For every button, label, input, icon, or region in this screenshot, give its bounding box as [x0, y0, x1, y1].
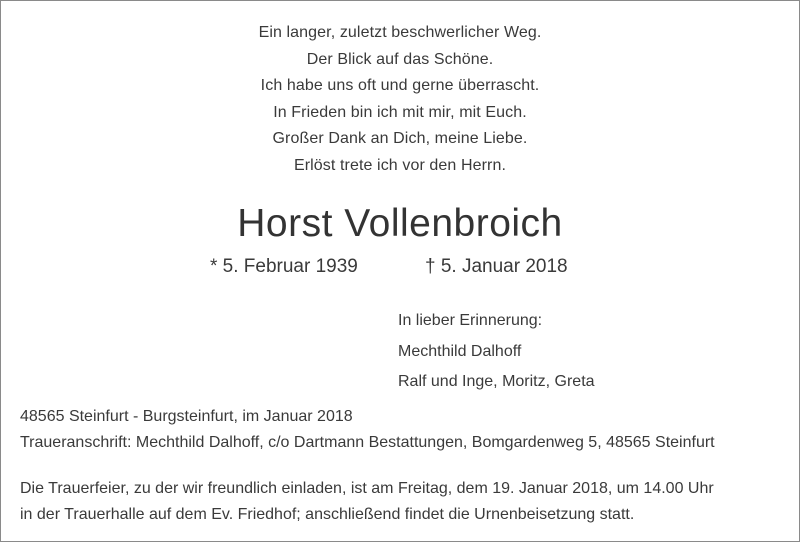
mourners-block: [398, 306, 595, 398]
details-block: [20, 404, 715, 456]
poem-line: Der Blick auf das Schöne.: [306, 50, 494, 68]
poem-line: Ich habe uns oft und gerne überrascht.: [260, 77, 540, 94]
poem: [0, 20, 800, 179]
death-date: † 5. Januar 2018: [425, 256, 568, 277]
mourner-name: Ralf und Inge, Moritz, Greta: [398, 373, 595, 390]
mourners-intro: In lieber Erinnerung:: [398, 312, 543, 329]
service-line: Die Trauerfeier, zu der wir freundlich einladen, ist am Freitag, dem 19. Januar 2018, um 14.00 Uhr: [20, 480, 714, 497]
place-date: 48565 Steinfurt - Burgsteinfurt, im Januar 2018: [20, 408, 353, 425]
mourning-address: Traueranschrift: Mechthild Dalhoff, c/o Dartmann Bestattungen, Bomgardenweg 5, 48565 Steinfurt: [20, 434, 715, 451]
service-line: in der Trauerhalle auf dem Ev. Friedhof; anschließend findet die Urnenbeisetzung statt.: [20, 506, 635, 523]
birth-date: * 5. Februar 1939: [210, 256, 358, 277]
poem-line: In Frieden bin ich mit mir, mit Euch.: [273, 103, 527, 121]
service-block: [20, 476, 790, 528]
deceased-name: Horst Vollenbroich: [237, 202, 563, 245]
mourner-name: Mechthild Dalhoff: [398, 342, 522, 360]
poem-line: Erlöst trete ich vor den Herrn.: [293, 156, 507, 174]
poem-line: Großer Dank an Dich, meine Liebe.: [272, 130, 528, 147]
poem-line: Ein langer, zuletzt beschwerlicher Weg.: [258, 24, 542, 41]
